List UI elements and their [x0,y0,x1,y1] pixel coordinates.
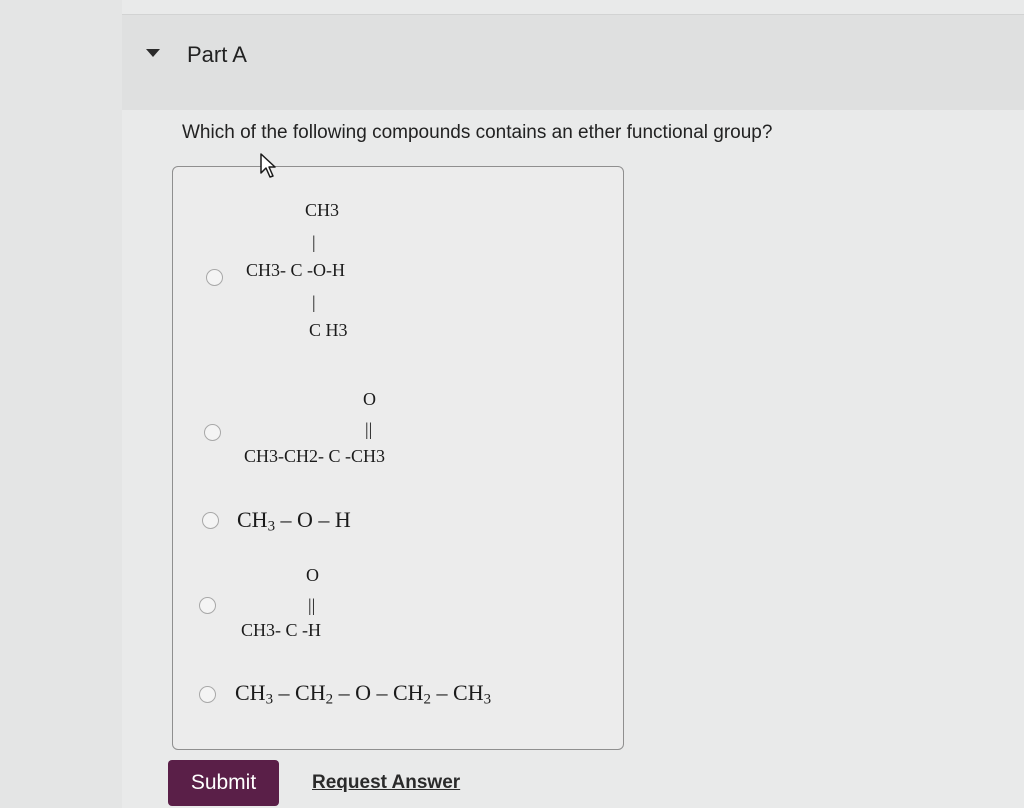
option-3-formula[interactable]: $CH_3$ – O – H [237,507,351,535]
part-title: Part A [187,42,247,67]
option-4-double-bond: || [308,595,316,615]
option-2-oxygen: O [363,389,376,409]
option-1-radio[interactable] [206,269,223,286]
option-1-bottom-bond: | [312,292,316,312]
option-2-formula[interactable]: CH3-CH2- C -CH3 [244,446,386,466]
request-answer-link[interactable]: Request Answer [312,772,461,793]
mouse-pointer-icon [258,152,278,180]
left-margin [0,0,122,808]
option-5-formula[interactable]: $CH_3 - CH_2$ – O – $CH_2 - CH_3$ [235,680,492,708]
collapse-caret-icon[interactable] [146,49,160,57]
part-header[interactable] [122,14,1024,110]
option-1-bottom-group: C H3 [309,320,348,340]
option-2-radio[interactable] [204,424,221,441]
answer-options-box [172,166,624,750]
option-2-double-bond: || [365,419,373,439]
option-5-radio[interactable] [199,686,216,703]
option-1-top-bond: | [312,232,316,252]
question-text: Which of the following compounds contains an ether functional group? [182,122,773,143]
option-4-radio[interactable] [199,597,216,614]
option-3-radio[interactable] [202,512,219,529]
option-4-oxygen: O [306,565,319,585]
option-1-formula[interactable]: CH3- C -O-H [246,260,345,280]
submit-button[interactable]: Submit [168,760,279,806]
option-1-top-group: CH3 [305,200,340,220]
option-4-formula[interactable]: CH3- C -H [241,620,321,640]
